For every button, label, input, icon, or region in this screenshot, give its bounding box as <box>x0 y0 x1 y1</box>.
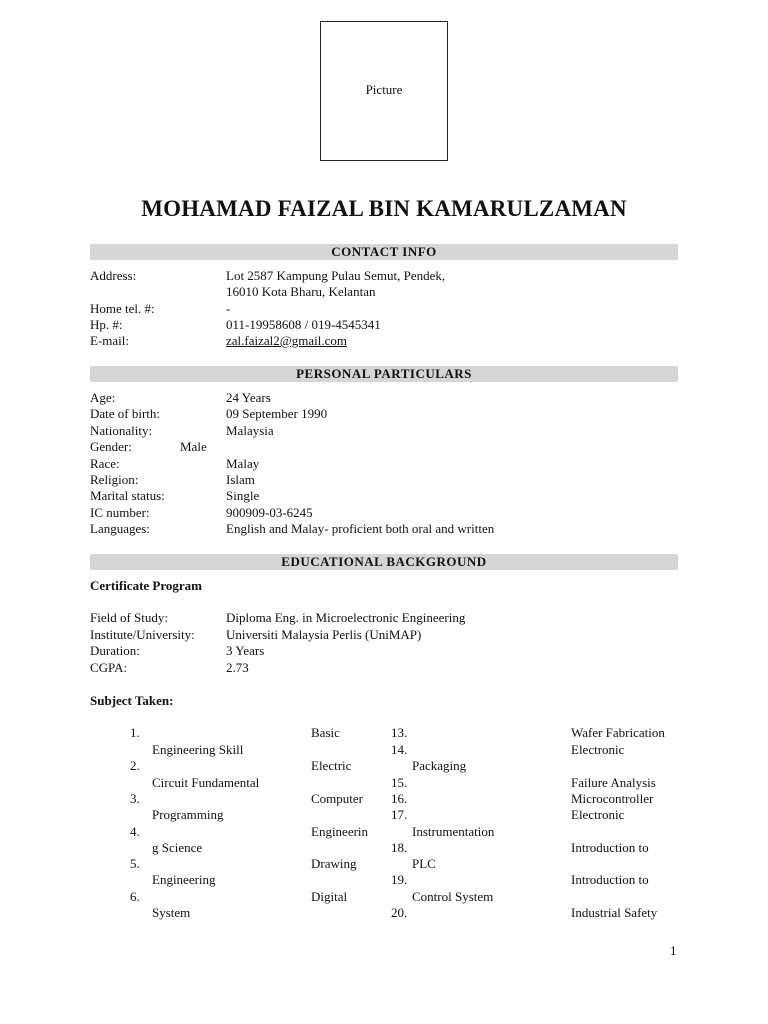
nationality-label: Nationality: <box>90 423 153 438</box>
subject-text: Wafer Fabrication <box>571 725 665 740</box>
subject-number: 18. <box>391 840 408 855</box>
subject-number: 17. <box>391 807 408 822</box>
subject-text: Drawing <box>311 856 357 871</box>
subject-number: 15. <box>391 775 408 790</box>
section-contact-info: CONTACT INFO <box>90 244 678 260</box>
nationality-value: Malaysia <box>226 423 274 438</box>
religion-label: Religion: <box>90 472 139 487</box>
cgpa-label: CGPA: <box>90 660 128 675</box>
address-line-1: Lot 2587 Kampung Pulau Semut, Pendek, <box>226 268 446 283</box>
languages-value: English and Malay- proficient both oral and written <box>226 521 495 536</box>
subject-text-cont: Circuit Fundamental <box>152 775 260 790</box>
institute-value: Universiti Malaysia Perlis (UniMAP) <box>226 627 422 642</box>
certificate-program-title: Certificate Program <box>90 578 203 593</box>
hp-value: 011-19958608 / 019-4545341 <box>226 317 381 332</box>
cgpa-value: 2.73 <box>226 660 249 675</box>
marital-status-label: Marital status: <box>90 488 165 503</box>
subject-text-cont: Programming <box>152 807 224 822</box>
subject-text: Computer <box>311 791 363 806</box>
subject-number: 16. <box>391 791 408 806</box>
gender-label: Gender: <box>90 439 132 454</box>
hp-label: Hp. #: <box>90 317 123 332</box>
subject-text: Industrial Safety <box>571 905 658 920</box>
religion-value: Islam <box>226 472 255 487</box>
subject-text: Failure Analysis <box>571 775 656 790</box>
subject-number: 4. <box>130 824 140 839</box>
subject-number: 19. <box>391 872 408 887</box>
section-personal-particulars: PERSONAL PARTICULARS <box>90 366 678 382</box>
address-label: Address: <box>90 268 137 283</box>
age-value: 24 Years <box>226 390 271 405</box>
dob-value: 09 September 1990 <box>226 406 328 421</box>
field-of-study-label: Field of Study: <box>90 610 169 625</box>
dob-label: Date of birth: <box>90 406 161 421</box>
subject-number: 6. <box>130 889 140 904</box>
subject-text: Electric <box>311 758 352 773</box>
race-label: Race: <box>90 456 120 471</box>
marital-status-value: Single <box>226 488 260 503</box>
institute-label: Institute/University: <box>90 627 195 642</box>
subject-text: Introduction to <box>571 872 649 887</box>
subject-text-cont: PLC <box>412 856 436 871</box>
subject-text: Microcontroller <box>571 791 654 806</box>
subject-number: 3. <box>130 791 140 806</box>
subject-text: Digital <box>311 889 348 904</box>
subject-number: 1. <box>130 725 140 740</box>
languages-label: Languages: <box>90 521 150 536</box>
subject-number: 20. <box>391 905 408 920</box>
email-label: E-mail: <box>90 333 129 348</box>
field-of-study-value: Diploma Eng. in Microelectronic Engineering <box>226 610 466 625</box>
address-line-2: 16010 Kota Bharu, Kelantan <box>226 284 376 299</box>
ic-number-label: IC number: <box>90 505 150 520</box>
subject-text-cont: Engineering Skill <box>152 742 244 757</box>
section-educational-background: EDUCATIONAL BACKGROUND <box>90 554 678 570</box>
subject-text-cont: Engineering <box>152 872 216 887</box>
subject-number: 13. <box>391 725 408 740</box>
race-value: Malay <box>226 456 260 471</box>
subject-text-cont: Packaging <box>412 758 467 773</box>
subject-number: 5. <box>130 856 140 871</box>
duration-label: Duration: <box>90 643 140 658</box>
candidate-name: MOHAMAD FAIZAL BIN KAMARULZAMAN <box>141 196 627 221</box>
age-label: Age: <box>90 390 116 405</box>
home-tel-value: - <box>226 301 231 316</box>
subjects-taken-title: Subject Taken: <box>90 693 174 708</box>
subject-text-cont: g Science <box>152 840 203 855</box>
subject-text: Engineerin <box>311 824 369 839</box>
subject-text: Introduction to <box>571 840 649 855</box>
subject-text-cont: System <box>152 905 191 920</box>
subject-text-cont: Control System <box>412 889 494 904</box>
ic-number-value: 900909-03-6245 <box>226 505 313 520</box>
photo-placeholder-label: Picture <box>365 82 403 97</box>
home-tel-label: Home tel. #: <box>90 301 155 316</box>
subject-number: 2. <box>130 758 140 773</box>
duration-value: 3 Years <box>226 643 265 658</box>
subject-text: Electronic <box>571 742 625 757</box>
email-link[interactable]: zal.faizal2@gmail.com <box>226 333 347 348</box>
subject-text-cont: Instrumentation <box>412 824 495 839</box>
subject-text: Electronic <box>571 807 625 822</box>
gender-value: Male <box>180 439 207 454</box>
photo-placeholder <box>320 21 448 161</box>
subject-text: Basic <box>311 725 340 740</box>
page-number: 1 <box>670 943 677 958</box>
subject-number: 14. <box>391 742 408 757</box>
